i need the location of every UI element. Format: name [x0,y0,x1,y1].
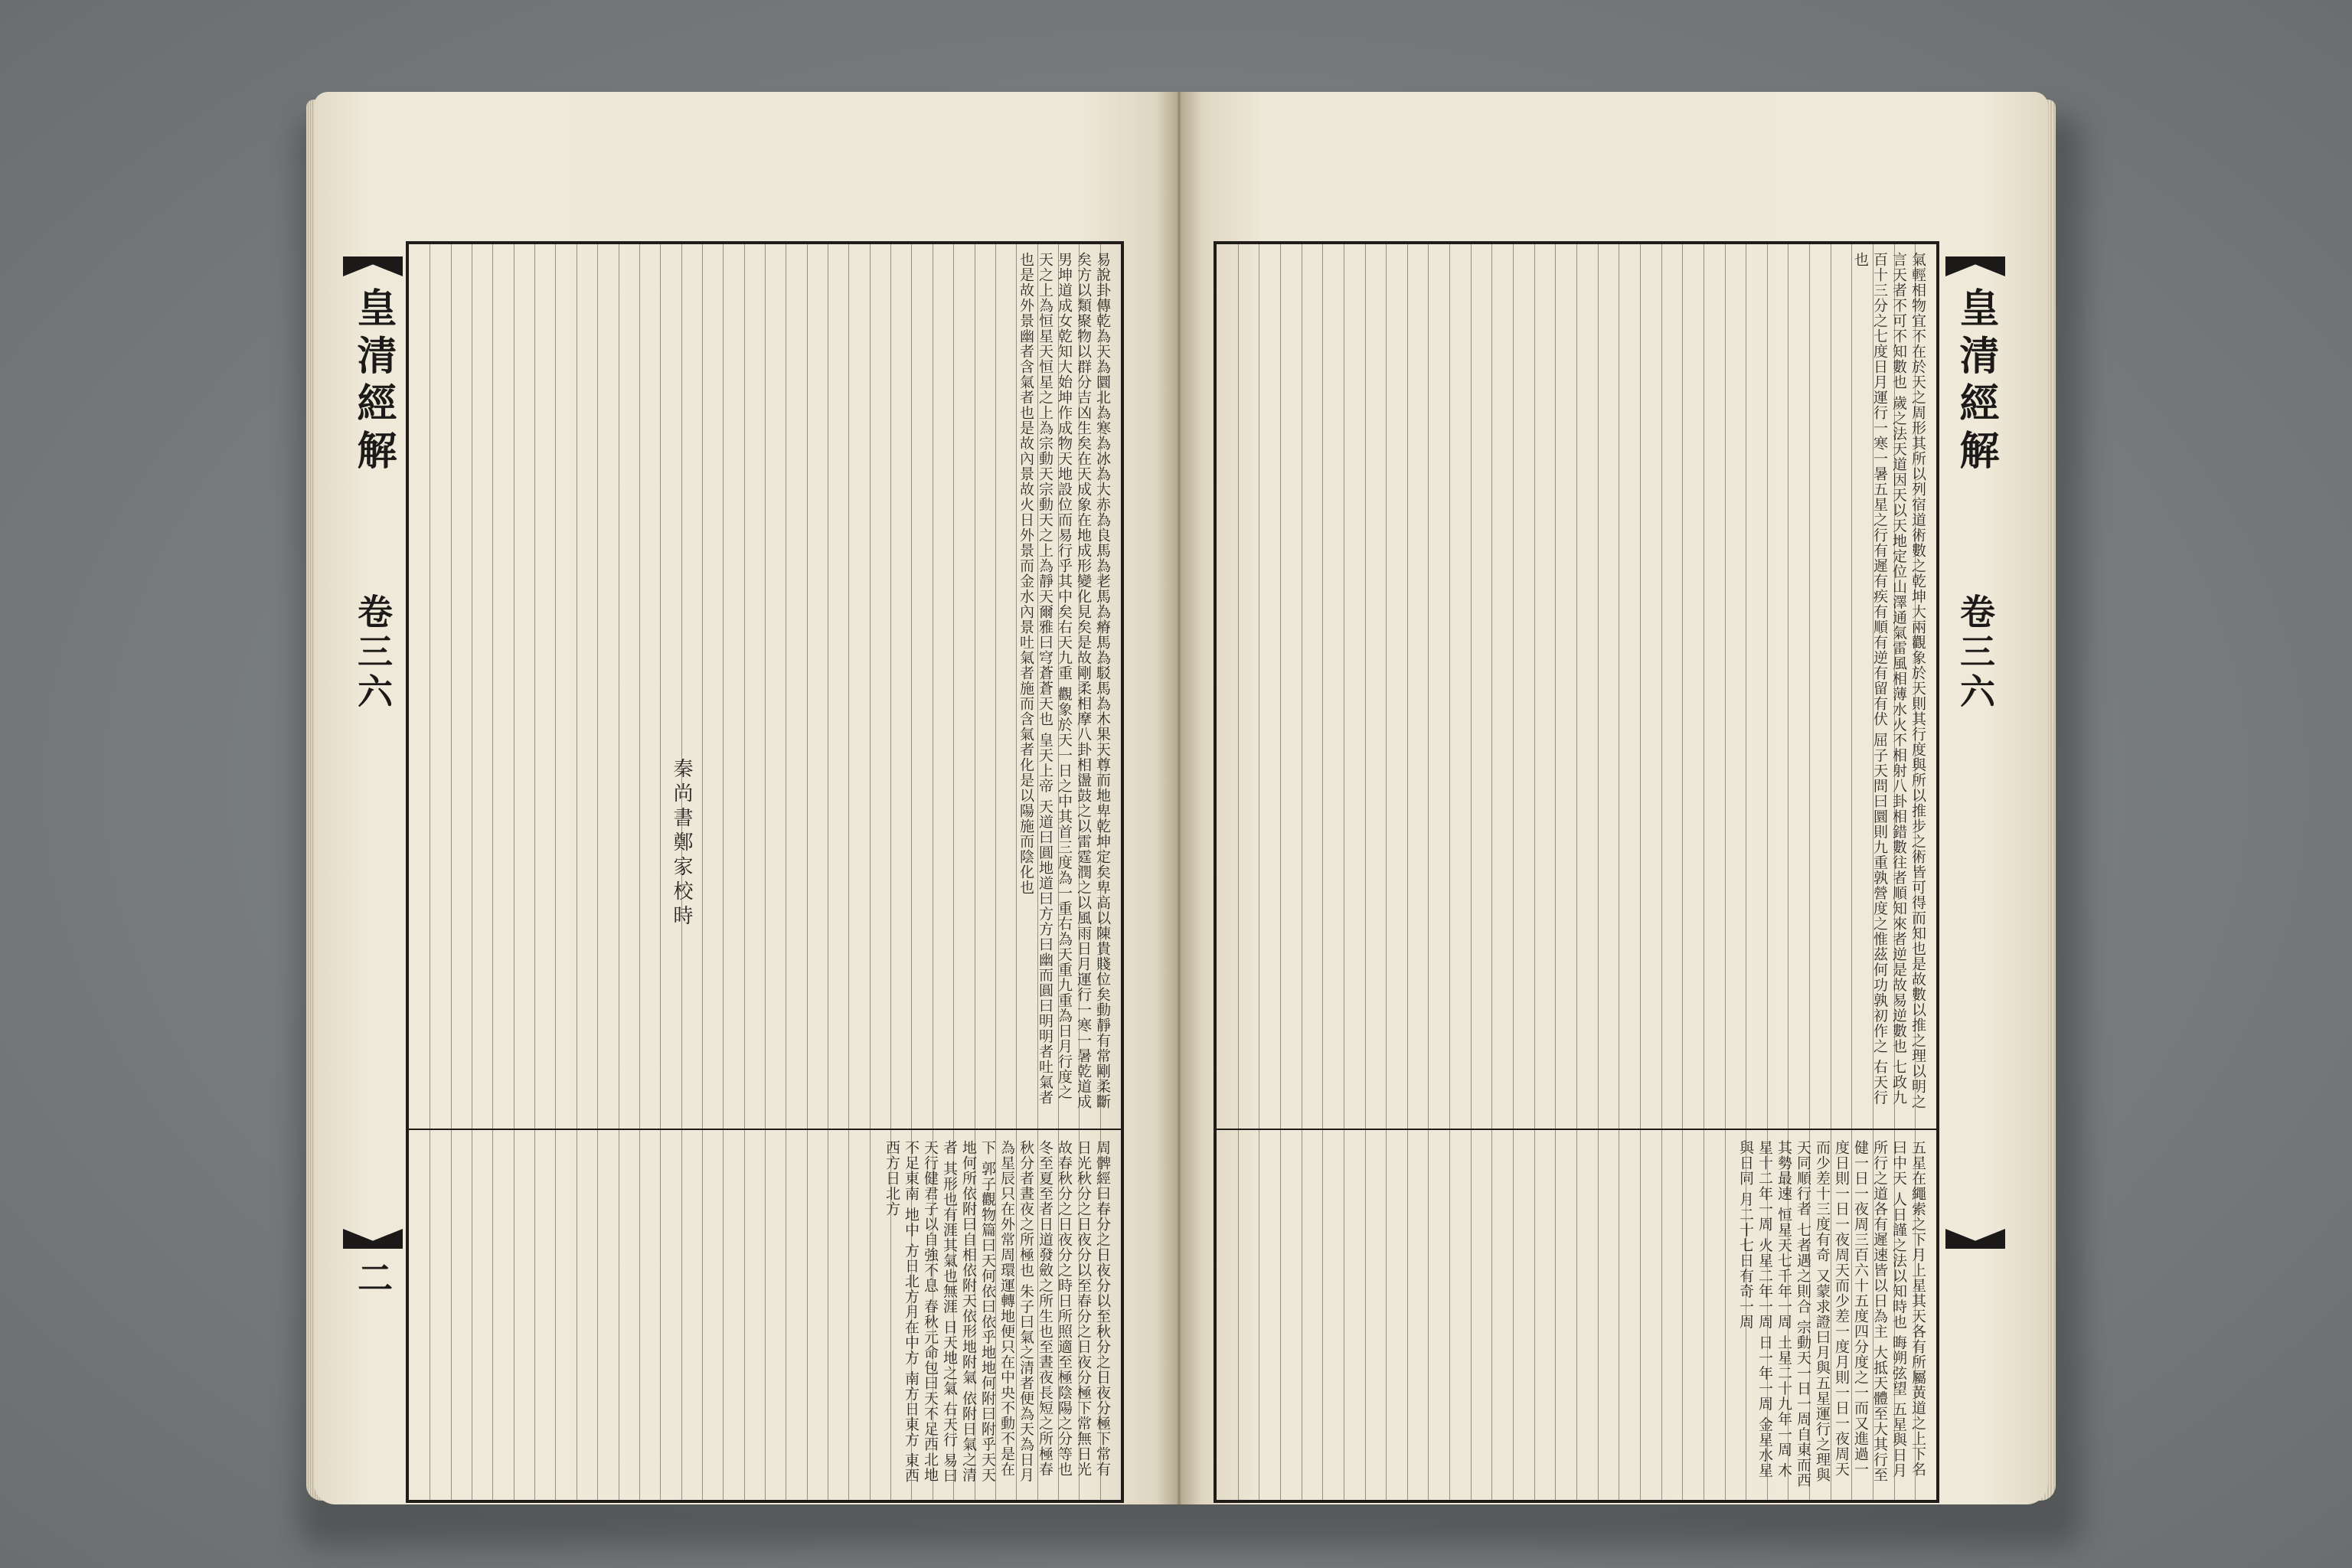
column-rule [451,244,452,1500]
left-center-column [338,241,406,1497]
volume-label: 卷三六 [1955,593,1996,713]
column-rule [1894,244,1895,1500]
left-lower-text: 周髀經曰春分之日夜分以至秋分之日夜分極下常有日光秋分之日夜分以至春分之日夜分極下常無日光故春秋分之日夜分之時日所照適至極陰陽之分等也冬至夏至者日道發斂之所生也至晝夜長短之所極春秋分者晝夜之所極也 朱子曰氣之清者便為天為日月為星辰只在外常周環運轉地便只在中央不動不是在下 郭子觀物篇曰天何依曰依乎地地何附曰附乎天天地何所依附曰自相依附天依形地附氣 依附日氣之清者 其形也有涯其氣也無涯 日天地之氣 右天行 易曰天行健君子以自強不息 春秋元命包曰天不足西北地不足東南 地中 方日北方月在中方 南方日東方 東西 西方日北方 [884,1140,1111,1484]
column-rule [1100,244,1101,1500]
column-rule [1513,244,1514,1500]
column-rule [1661,244,1662,1500]
column-rule [534,244,535,1500]
right-center-column [1941,241,2008,1497]
column-rule [744,244,745,1500]
column-rule [1449,244,1450,1500]
column-rule [807,244,808,1500]
column-rule [1767,244,1768,1500]
column-rule [848,244,849,1500]
column-rule [1576,244,1577,1500]
fish-tail-bottom-mark [343,1229,403,1249]
left-text-frame [406,241,1124,1503]
column-rule [953,244,954,1500]
column-rule [1640,244,1641,1500]
running-title: 皇清經解 [350,287,397,477]
column-rule [597,244,598,1500]
left-upper-text: 易說卦傳乾為天為圜北為寒為冰為大赤為良馬為老馬為瘠馬為駁馬為木果天尊而地卑乾坤定矣卑高以陳貴賤位矣動靜有常剛柔斷矣方以類聚物以群分吉凶生矣在天成象在地成形變化見矣是故剛柔相摩八卦相盪鼓之以雷霆潤之以風雨日月運行一寒一暑乾道成男坤道成女乾知大始坤作成物天地設位而易行乎其中矣右天九重 觀象於天一日之中其首三度為一重右為天重九重為日月行度之天之上為恒星天恒星之上為宗動天宗動天之上為靜天爾雅曰穹蒼蒼天也 皇天上帝 天道曰圓地道曰方方曰幽而圓曰明明者吐氣者也是故外景幽者含氣者也是故內景故火日外景而金水內景吐氣者施而含氣者化是以陽施而陰化也 [1018,252,1111,1109]
left-page [314,92,1183,1504]
column-rule [723,244,724,1500]
column-rule [1428,244,1429,1500]
column-rule [660,244,661,1500]
column-rule [555,244,556,1500]
engraver-credit: 秦尚書鄭家校時 [670,758,693,929]
column-rule [1037,244,1038,1500]
column-rule [1534,244,1535,1500]
column-rule [1851,244,1852,1500]
column-rule [1471,244,1472,1500]
column-rule [492,244,493,1500]
column-rule [702,244,703,1500]
right-text-frame [1214,241,1939,1503]
running-title: 皇清經解 [1952,287,1999,477]
column-rule [1280,244,1281,1500]
column-rule [911,244,912,1500]
fish-tail-top-mark [343,256,403,276]
column-rule [1365,244,1366,1500]
right-page [1175,92,2048,1504]
column-rule [1809,244,1810,1500]
column-rule [1238,244,1239,1500]
right-upper-text: 氣輕相物宜不在於天之周形其所以列宿道術數之乾坤大兩觀象於天則其行度與所以推步之術皆可得而知也是故數以推之理以明之言天者不可不知數也 歲之法天道因天以天地定位山澤通氣雷風相薄水火不相射八卦相錯數往者順知來者逆是故易逆數也 七政九百十三分之七度日月運行一寒一暑五星之行有遲有疾有順有逆有留有伏 屈子天問曰圜則九重孰營度之惟茲何功孰初作之 右天行 也 [1852,252,1926,1109]
column-rule [1407,244,1408,1500]
column-rule [890,244,891,1500]
fish-tail-top-mark [1945,256,2005,276]
column-rule [1079,244,1080,1500]
fish-tail-bottom-mark [1945,1229,2005,1249]
column-rule [1016,244,1017,1500]
column-rule [639,244,640,1500]
volume-label: 卷三六 [352,593,394,713]
column-rule [1598,244,1599,1500]
column-rule [995,244,996,1500]
column-rule [1915,244,1916,1500]
page-number: 二 [352,1259,394,1295]
column-rule [1491,244,1492,1500]
column-rule [1725,244,1726,1500]
column-rule [1058,244,1059,1500]
column-rule [1386,244,1387,1500]
column-rule [1682,244,1683,1500]
column-rule [765,244,766,1500]
column-rule [1555,244,1556,1500]
column-rule [870,244,871,1500]
right-lower-text: 五星在繩索之下月上星其天各有所屬黃道之上下名曰中天 人日謹之法以知時也 晦朔弦望 五星與日月所行之道各有遲速皆以日為主 大抵天體至大其行至健一日一夜周三百六十五度四分度之一而又進過一度日則一日一夜周天而少差一度月則一日一夜周天而少差十三度有奇 又蒙求證曰月與五星運行之理與天同順行者 七者遇之則合 宗動天一日一周自東而西其勢最速 恒星天七千年一周 土星二十九年一周 木星十二年一周 火星二年一周 日一年一周 金星水星與日同 月二十七日有奇一周 [1737,1140,1926,1488]
book-gutter [1156,92,1202,1504]
column-rule [1322,244,1323,1500]
